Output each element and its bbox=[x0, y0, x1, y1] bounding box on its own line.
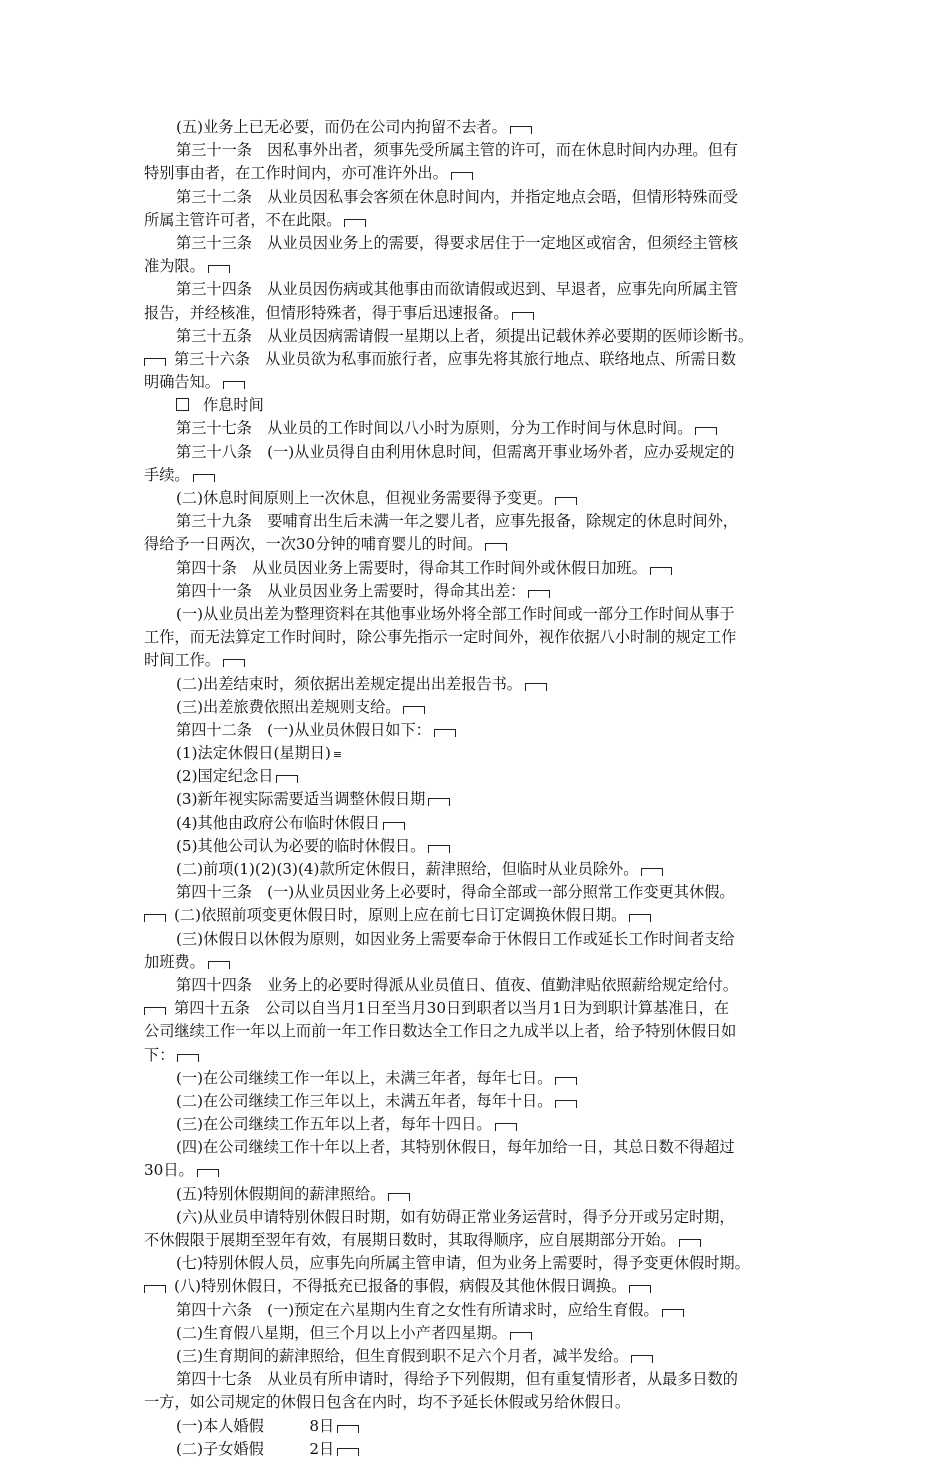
paragraph-mark-icon bbox=[276, 775, 298, 783]
text-line bbox=[144, 835, 824, 858]
paragraph-mark-icon bbox=[208, 961, 230, 969]
text-line bbox=[144, 1438, 824, 1461]
paragraph-mark-icon bbox=[144, 914, 166, 922]
paragraph-mark-icon bbox=[388, 1193, 410, 1201]
line-text: (五)特别休假期间的薪津照给。 bbox=[176, 1184, 386, 1203]
text-line bbox=[144, 649, 824, 672]
paragraph-mark-icon bbox=[177, 1054, 199, 1062]
text-line bbox=[144, 603, 824, 626]
line-text: 第四十四条 业务上的必要时得派从业员值日、值夜、值勤津贴依照薪给规定给付。 bbox=[176, 975, 738, 994]
line-text: 第三十三条 从业员因业务上的需要，得要求居住于一定地区或宿舍，但须经主管核 bbox=[176, 233, 738, 252]
paragraph-mark-icon bbox=[525, 683, 547, 691]
paragraph-mark-icon bbox=[223, 381, 245, 389]
text-line bbox=[144, 1415, 824, 1438]
line-text: 第四十条 从业员因业务上需要时，得命其工作时间外或休假日加班。 bbox=[176, 558, 647, 577]
paragraph-mark-icon bbox=[512, 312, 534, 320]
line-text: 第三十四条 从业员因伤病或其他事由而欲请假或迟到、早退者，应事先向所属主管 bbox=[176, 280, 738, 299]
line-text: (二)在公司继续工作三年以上，未满五年者，每年十日。 bbox=[176, 1091, 553, 1110]
text-line bbox=[144, 1159, 824, 1182]
text-line bbox=[144, 1252, 824, 1275]
paragraph-mark-icon bbox=[510, 1332, 532, 1340]
text-line bbox=[144, 1136, 824, 1159]
text-line bbox=[144, 974, 824, 997]
text-line bbox=[144, 626, 824, 649]
text-line bbox=[144, 765, 824, 788]
paragraph-mark-icon bbox=[631, 1355, 653, 1363]
text-line bbox=[144, 255, 824, 278]
text-line bbox=[144, 1275, 824, 1298]
text-line bbox=[144, 1067, 824, 1090]
line-text: (3)新年视实际需要适当调整休假日期 bbox=[176, 790, 426, 809]
line-text: 准为限。 bbox=[144, 257, 205, 276]
line-text: 特别事由者，在工作时间内，亦可准许外出。 bbox=[144, 164, 448, 183]
text-line bbox=[144, 928, 824, 951]
text-line bbox=[144, 1368, 824, 1391]
paragraph-mark-icon bbox=[662, 1309, 684, 1317]
text-line bbox=[144, 696, 824, 719]
paragraph-mark-icon bbox=[428, 798, 450, 806]
line-text: 得给予一日两次，一次30分钟的哺育婴儿的时间。 bbox=[144, 535, 483, 554]
text-line bbox=[144, 1322, 824, 1345]
text-line bbox=[144, 1113, 824, 1136]
paragraph-mark-icon bbox=[197, 1169, 219, 1177]
line-text: 第四十三条 (一)从业员因业务上必要时，得命全部或一部分照常工作变更其休假。 bbox=[176, 883, 735, 902]
line-text: (1)法定休假日(星期日) bbox=[176, 744, 331, 763]
line-text: 第三十九条 要哺育出生后未满一年之婴儿者，应事先报备，除规定的休息时间外， bbox=[176, 512, 738, 531]
line-text: 所属主管许可者，不在此限。 bbox=[144, 210, 342, 229]
text-line bbox=[144, 209, 824, 232]
text-line bbox=[144, 302, 824, 325]
text-line bbox=[144, 1206, 824, 1229]
line-text: (三)生育期间的薪津照给，但生育假到职不足六个月者，减半发给。 bbox=[176, 1346, 629, 1365]
text-line bbox=[144, 1183, 824, 1206]
paragraph-mark-icon bbox=[555, 1100, 577, 1108]
line-text: 第三十八条 (一)从业员得自由利用休息时间，但需离开事业场外者，应办妥规定的 bbox=[176, 442, 735, 461]
paragraph-mark-icon bbox=[528, 590, 550, 598]
text-line bbox=[144, 394, 824, 417]
paragraph-mark-icon bbox=[679, 1239, 701, 1247]
line-text: (二)生育假八星期，但三个月以上小产者四星期。 bbox=[176, 1323, 507, 1342]
line-text: 第三十二条 从业员因私事会客须在休息时间内，并指定地点会晤，但情形特殊而受 bbox=[176, 187, 738, 206]
text-line bbox=[144, 1299, 824, 1322]
text-line bbox=[144, 788, 824, 811]
line-text: (二)子女婚假 2日 bbox=[176, 1439, 335, 1458]
line-text: 下： bbox=[144, 1045, 175, 1064]
text-line bbox=[144, 719, 824, 742]
line-text: (二)出差结束时，须依据出差规定提出出差报告书。 bbox=[176, 674, 522, 693]
line-text: (5)其他公司认为必要的临时休假日。 bbox=[176, 836, 426, 855]
paragraph-mark-icon bbox=[144, 358, 166, 366]
text-line bbox=[144, 487, 824, 510]
text-line bbox=[144, 139, 824, 162]
paragraph-mark-icon bbox=[434, 729, 456, 737]
text-line bbox=[144, 673, 824, 696]
line-text: 工作，而无法算定工作时间时，除公事先指示一定时间外，视作依据八小时制的规定工作 bbox=[144, 628, 737, 647]
paragraph-mark-icon bbox=[555, 1077, 577, 1085]
paragraph-mark-icon bbox=[344, 219, 366, 227]
line-text: 30日。 bbox=[144, 1161, 194, 1180]
line-text: (三)休假日以休假为原则，如因业务上需要奉命于休假日工作或延长工作时间者支给 bbox=[176, 929, 735, 948]
text-line bbox=[144, 162, 824, 185]
paragraph-mark-icon bbox=[337, 1425, 359, 1433]
paragraph-mark-icon bbox=[208, 265, 230, 273]
text-line bbox=[144, 997, 824, 1020]
text-line bbox=[144, 116, 824, 139]
line-text: 加班费。 bbox=[144, 952, 205, 971]
line-text: 第四十六条 (一)预定在六星期内生育之女性有所请求时，应给生育假。 bbox=[176, 1300, 659, 1319]
text-line bbox=[144, 742, 824, 765]
line-text: 第四十七条 从业员有所申请时，得给予下列假期，但有重复情形者，从最多日数的 bbox=[176, 1370, 738, 1389]
document-body bbox=[144, 116, 824, 1461]
text-line bbox=[144, 881, 824, 904]
text-line bbox=[144, 1345, 824, 1368]
paragraph-mark-icon bbox=[451, 172, 473, 180]
text-line bbox=[144, 464, 824, 487]
line-text: 手续。 bbox=[144, 465, 190, 484]
text-line bbox=[144, 278, 824, 301]
line-text: (二)休息时间原则上一次休息，但视业务需要得予变更。 bbox=[176, 489, 553, 507]
line-text: 第三十五条 从业员因病需请假一星期以上者，须提出记载休养必要期的医师诊断书。 bbox=[176, 326, 754, 345]
line-text: 第四十二条 (一)从业员休假日如下： bbox=[176, 720, 431, 739]
line-text: 不休假限于展期至翌年有效，有展期日数时，其取得顺序，应自展期部分开始。 bbox=[144, 1231, 676, 1249]
line-text: (四)在公司继续工作十年以上者，其特别休假日，每年加给一日，其总日数不得超过 bbox=[176, 1138, 735, 1157]
line-text: (六)从业员申请特别休假日时期，如有妨碍正常业务运营时，得予分开或另定时期， bbox=[176, 1207, 735, 1226]
line-text: (二)依照前项变更休假日时，原则上应在前七日订定调换休假日期。 bbox=[174, 906, 627, 925]
text-line bbox=[144, 557, 824, 580]
line-text: 第四十五条 公司以自当月1日至当月30日到职者以当月1日为到职计算基准日，在 bbox=[174, 999, 730, 1018]
line-text: 公司继续工作一年以上而前一年工作日数达全工作日之九成半以上者，给予特别休假日如 bbox=[144, 1022, 737, 1041]
paragraph-mark-icon bbox=[223, 659, 245, 667]
paragraph-mark-icon bbox=[144, 1007, 166, 1015]
text-line bbox=[144, 1391, 824, 1414]
paragraph-mark-icon bbox=[641, 868, 663, 876]
text-line bbox=[144, 1229, 824, 1252]
line-text: 时间工作。 bbox=[144, 651, 220, 670]
paragraph-mark-icon bbox=[650, 567, 672, 575]
text-line bbox=[144, 186, 824, 209]
line-text: 作息时间 bbox=[203, 396, 264, 415]
paragraph-mark-icon bbox=[629, 914, 651, 922]
line-text: (七)特别休假人员，应事先向所属主管申请，但为业务上需要时，得予变更休假时期。 bbox=[176, 1254, 750, 1273]
paragraph-mark-icon bbox=[555, 497, 577, 505]
text-line bbox=[144, 417, 824, 440]
paragraph-mark-icon bbox=[485, 543, 507, 551]
line-text: 第三十一条 因私事外出者，须事先受所属主管的许可，而在休息时间内办理。但有 bbox=[176, 141, 738, 160]
paragraph-mark-icon bbox=[403, 706, 425, 714]
line-text: (2)国定纪念日 bbox=[176, 767, 274, 786]
paragraph-mark-icon bbox=[337, 1448, 359, 1456]
line-text: (五)业务上已无必要，而仍在公司内拘留不去者。 bbox=[176, 118, 507, 136]
line-text: (二)前项(1)(2)(3)(4)款所定休假日，薪津照给，但临时从业员除外。 bbox=[176, 860, 639, 878]
text-line bbox=[144, 325, 824, 348]
line-text: 明确告知。 bbox=[144, 373, 220, 392]
line-text: (4)其他由政府公布临时休假日 bbox=[176, 813, 380, 832]
line-text: 第四十一条 从业员因业务上需要时，得命其出差： bbox=[176, 581, 526, 600]
text-line bbox=[144, 441, 824, 464]
text-line bbox=[144, 1020, 824, 1043]
text-line bbox=[144, 1090, 824, 1113]
line-text: 第三十七条 从业员的工作时间以八小时为原则，分为工作时间与休息时间。 bbox=[176, 419, 693, 438]
paragraph-mark-icon bbox=[495, 1123, 517, 1131]
line-text: (一)在公司继续工作一年以上，未满三年者，每年七日。 bbox=[176, 1068, 553, 1087]
line-text: (一)本人婚假 8日 bbox=[176, 1416, 335, 1435]
line-text: (三)在公司继续工作五年以上者，每年十四日。 bbox=[176, 1115, 492, 1134]
text-line bbox=[144, 232, 824, 255]
text-line bbox=[144, 904, 824, 927]
text-line bbox=[144, 858, 824, 881]
paragraph-mark-icon bbox=[144, 1285, 166, 1293]
paragraph-mark-icon bbox=[510, 126, 532, 134]
text-line bbox=[144, 812, 824, 835]
line-text: 报告，并经核准，但情形特殊者，得于事后迅速报备。 bbox=[144, 303, 509, 322]
paragraph-mark-icon bbox=[629, 1285, 651, 1293]
line-text: (八)特别休假日，不得抵充已报备的事假，病假及其他休假日调换。 bbox=[174, 1277, 627, 1296]
text-line bbox=[144, 1044, 824, 1067]
line-text: 第三十六条 从业员欲为私事而旅行者，应事先将其旅行地点、联络地点、所需日数 bbox=[174, 349, 736, 368]
paragraph-mark-icon bbox=[695, 427, 717, 435]
text-line bbox=[144, 580, 824, 603]
text-line bbox=[144, 348, 824, 371]
line-text: (三)出差旅费依照出差规则支给。 bbox=[176, 697, 401, 716]
paragraph-mark-icon bbox=[428, 845, 450, 853]
line-text: (一)从业员出差为整理资料在其他事业场外将全部工作时间或一部分工作时间从事于 bbox=[176, 604, 735, 623]
text-line bbox=[144, 533, 824, 556]
text-line bbox=[144, 510, 824, 533]
paragraph-mark-icon bbox=[193, 474, 215, 482]
line-text: 一方，如公司规定的休假日包含在内时，均不予延长休假或另给休假日。 bbox=[144, 1393, 630, 1412]
equals-mark-icon: ≡ bbox=[332, 748, 343, 762]
text-line bbox=[144, 951, 824, 974]
paragraph-mark-icon bbox=[383, 822, 405, 830]
text-line bbox=[144, 371, 824, 394]
checkbox-square-icon bbox=[176, 398, 189, 411]
